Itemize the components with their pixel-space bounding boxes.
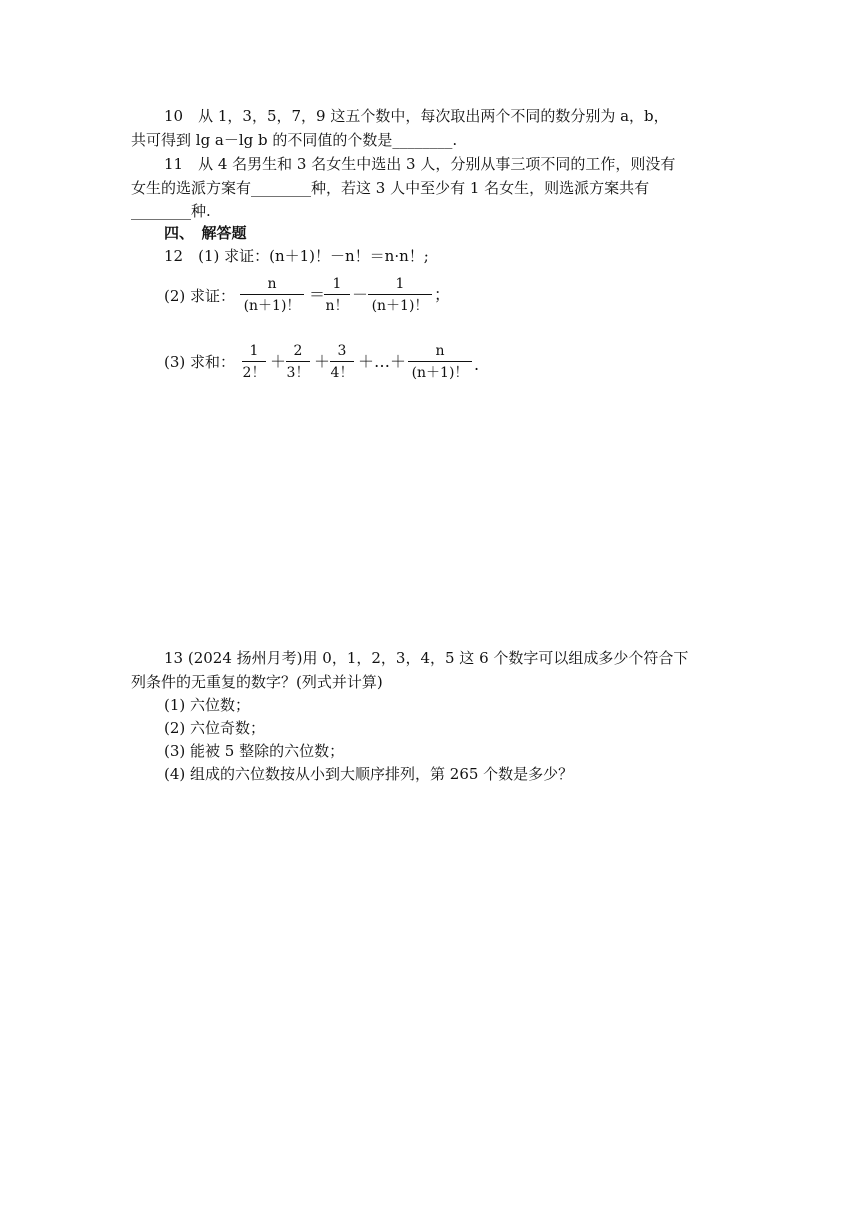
semicolon: ； [434,285,451,304]
fraction-denominator: (n＋1)！ [243,298,301,314]
q13-item-1: (1) 六位数； [164,696,251,714]
q12-part3-fraction-1 [242,343,266,381]
fraction-denominator: n！ [325,298,349,314]
fraction-numerator: n [408,343,472,362]
q11-line2: 女生的选派方案有________种，若这 3 人中至少有 1 名女生，则选派方案共有 [131,179,650,197]
fraction-denominator: 4！ [330,365,354,381]
q10-line2: 共可得到 lg a－lg b 的不同值的个数是________. [131,131,458,149]
fraction-denominator: 2！ [242,365,266,381]
q12-part3-label: (3) 求和： [164,353,236,371]
section-heading-answer: 四、 解答题 [164,224,247,242]
q13-item-2: (2) 六位奇数； [164,719,266,737]
fraction-denominator: 3！ [286,365,310,381]
q13-line2: 列条件的无重复的数字？(列式并计算) [131,673,383,691]
q13-item-3: (3) 能被 5 整除的六位数； [164,742,345,760]
fraction-numerator: 1 [324,276,350,295]
minus-sign: － [352,285,369,304]
q12-part2-fraction-1 [240,276,304,314]
q12-part2-fraction-3 [368,276,432,314]
equals-sign: ＝ [309,285,326,304]
ellipsis-plus: ＋…＋ [358,352,407,371]
fraction-numerator: 1 [242,343,266,362]
fraction-denominator: (n＋1)！ [371,298,429,314]
q13-line1: 13 (2024 扬州月考)用 0，1，2，3，4，5 这 6 个数字可以组成多少个符合下 [164,649,689,667]
period: . [474,355,480,374]
plus-sign: ＋ [314,352,331,371]
q12-part2-fraction-2 [324,276,350,314]
fraction-numerator: 3 [330,343,354,362]
q12-part1: 12 (1) 求证：(n＋1)！－n！＝n·n！; [164,247,429,265]
q10-line1: 10 从 1，3，5，7，9 这五个数中，每次取出两个不同的数分别为 a，b， [164,107,669,125]
q12-part3-fraction-2 [286,343,310,381]
q12-part2-label: (2) 求证： [164,287,236,305]
fraction-numerator: 2 [286,343,310,362]
q12-part3-fraction-n [408,343,472,381]
q11-line3: ________种. [131,202,211,220]
fraction-denominator: (n＋1)！ [411,365,469,381]
q12-part3-fraction-3 [330,343,354,381]
q13-item-4: (4) 组成的六位数按从小到大顺序排列，第 265 个数是多少？ [164,765,574,783]
plus-sign: ＋ [270,352,287,371]
fraction-numerator: n [240,276,304,295]
q11-line1: 11 从 4 名男生和 3 名女生中选出 3 人，分别从事三项不同的工作，则没有 [164,155,676,173]
fraction-numerator: 1 [368,276,432,295]
